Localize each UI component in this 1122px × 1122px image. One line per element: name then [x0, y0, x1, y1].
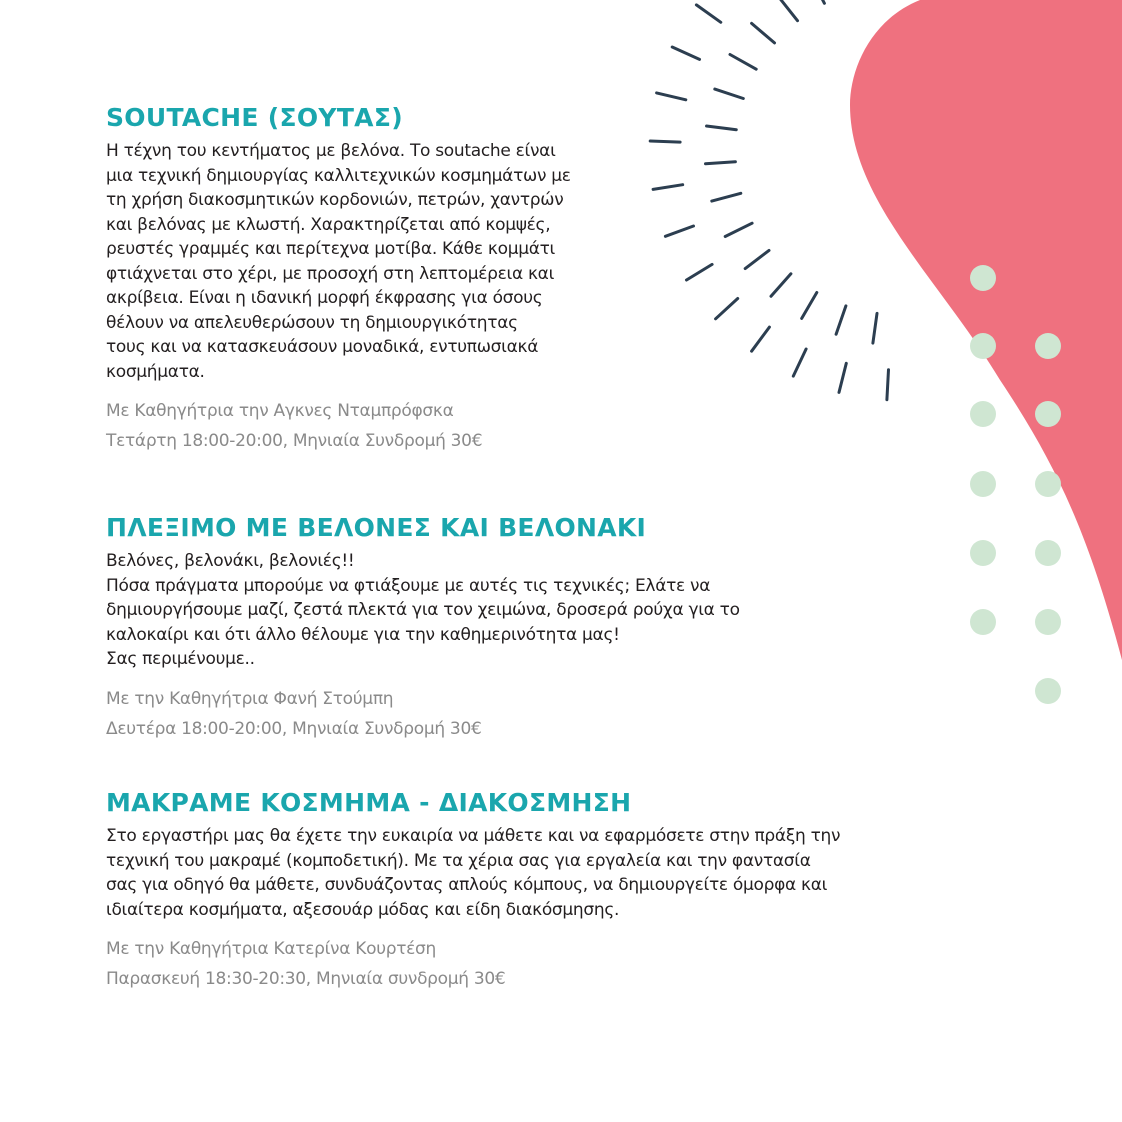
- description-line: ακρίβεια. Είναι η ιδανική μορφή έκφρασης για όσους: [106, 288, 543, 308]
- description-line: κοσμήματα.: [106, 361, 205, 382]
- section-title: ΠΛΕΞΙΜΟ ΜΕ ΒΕΛΟΝΕΣ ΚΑΙ ΒΕΛΟΝΑΚΙ: [106, 513, 647, 542]
- sunburst-dash: [712, 193, 741, 201]
- description-line: Σας περιμένουμε..: [106, 649, 255, 669]
- sunburst-dash: [873, 313, 877, 343]
- sunburst-dash: [672, 47, 699, 59]
- section-soutache: [106, 103, 686, 456]
- section-description: [106, 549, 906, 672]
- description-line: τη χρήση διακοσμητικών κορδονιών, πετρών, χαντρών: [106, 190, 564, 210]
- sunburst-dash: [687, 264, 713, 280]
- description-line: Στο εργαστήρι μας θα έχετε την ευκαιρία να μάθετε και να εφαρμόσετε στην πράξη την: [106, 826, 841, 846]
- description-line: Πόσα πράγματα μπορούμε να φτιάξουμε με αυτές τις τεχνικές; Ελάτε να: [106, 575, 711, 596]
- description-line: σας για οδηγό θα μάθετε, συνδυάζοντας απλούς κόμπους, να δημιουργείτε όμορφα και: [106, 875, 828, 895]
- section-knitting: [106, 513, 906, 744]
- sunburst-dash: [811, 0, 825, 3]
- teacher-line: Με την Καθηγήτρια Κατερίνα Κουρτέση: [106, 939, 436, 959]
- sunburst-dash: [725, 223, 752, 236]
- section-title: SOUTACHE (ΣΟΥΤΑΣ): [106, 103, 403, 132]
- description-line: και βελόνας με κλωστή. Χαρακτηρίζεται από κομψές,: [106, 214, 551, 235]
- decorative-dot: [970, 609, 996, 635]
- decorative-dot: [970, 333, 996, 359]
- description-line: τους και να κατασκευάσουν μοναδικά, εντυπωσιακά: [106, 337, 539, 357]
- decorative-dot: [1035, 333, 1061, 359]
- description-line: δημιουργήσουμε μαζί, ζεστά πλεκτά για τον χειμώνα, δροσερά ρούχα για το: [106, 600, 740, 620]
- description-line: ρευστές γραμμές και περίτεχνα μοτίβα. Κάθε κομμάτι: [106, 239, 556, 259]
- schedule-line: Παρασκευή 18:30-20:30, Μηνιαία συνδρομή 30€: [106, 969, 506, 989]
- decorative-dot: [970, 471, 996, 497]
- sunburst-dash: [779, 0, 798, 21]
- description-line: ιδιαίτερα κοσμήματα, αξεσουάρ μόδας και είδη διακόσμησης.: [106, 899, 620, 920]
- sunburst-dash: [802, 293, 817, 319]
- description-line: Βελόνες, βελονάκι, βελονιές!!: [106, 551, 355, 571]
- sunburst-dash: [771, 274, 791, 297]
- decorative-dot: [1035, 401, 1061, 427]
- section-macrame: [106, 788, 1006, 994]
- sunburst-dash: [706, 162, 736, 164]
- section-description: [106, 139, 686, 384]
- description-line: Η τέχνη του κεντήματος με βελόνα. Το soutache είναι: [106, 141, 556, 161]
- description-line: τεχνική του μακραμέ (κομποδετική). Με τα χέρια σας για εργαλεία και την φαντασία: [106, 850, 811, 871]
- description-line: καλοκαίρι και ότι άλλο θέλουμε για την καθημερινότητα μας!: [106, 624, 620, 645]
- sunburst-dash: [839, 363, 846, 392]
- sunburst-dash: [730, 55, 756, 70]
- description-line: φτιάχνεται στο χέρι, με προσοχή στη λεπτομέρεια και: [106, 263, 555, 284]
- sunburst-dash: [793, 349, 806, 376]
- sunburst-dash: [887, 370, 889, 400]
- decorative-dot: [1035, 609, 1061, 635]
- sunburst-dash: [707, 126, 737, 130]
- sunburst-dash: [745, 250, 769, 268]
- sunburst-dash: [696, 5, 720, 22]
- decorative-dot: [970, 540, 996, 566]
- decorative-dot: [1035, 540, 1061, 566]
- section-description: [106, 824, 1006, 922]
- sunburst-dash: [836, 306, 846, 334]
- sunburst-dash: [752, 23, 775, 43]
- decorative-dot: [1035, 471, 1061, 497]
- teacher-line: Με Καθηγήτρια την Αγκνες Νταμπρόφσκα: [106, 401, 454, 421]
- sunburst-dash: [657, 93, 686, 100]
- decorative-dot: [970, 401, 996, 427]
- decorative-dot: [1035, 678, 1061, 704]
- section-meta: [106, 684, 906, 744]
- sunburst-dash: [715, 89, 744, 98]
- decorative-dot: [970, 265, 996, 291]
- schedule-line: Τετάρτη 18:00-20:00, Μηνιαία Συνδρομή 30€: [106, 431, 483, 451]
- description-line: μια τεχνική δημιουργίας καλλιτεχνικών κοσμημάτων με: [106, 165, 571, 186]
- section-title: ΜΑΚΡΑΜΕ ΚΟΣΜΗΜΑ - ΔΙΑΚΟΣΜΗΣΗ: [106, 788, 632, 817]
- teacher-line: Με την Καθηγήτρια Φανή Στούμπη: [106, 688, 394, 709]
- section-meta: [106, 934, 1006, 994]
- section-meta: [106, 396, 686, 456]
- description-line: θέλουν να απελευθερώσουν τη δημιουργικότητας: [106, 312, 518, 333]
- schedule-line: Δευτέρα 18:00-20:00, Μηνιαία Συνδρομή 30€: [106, 718, 482, 739]
- sunburst-dash: [752, 327, 770, 351]
- sunburst-dash: [716, 299, 738, 319]
